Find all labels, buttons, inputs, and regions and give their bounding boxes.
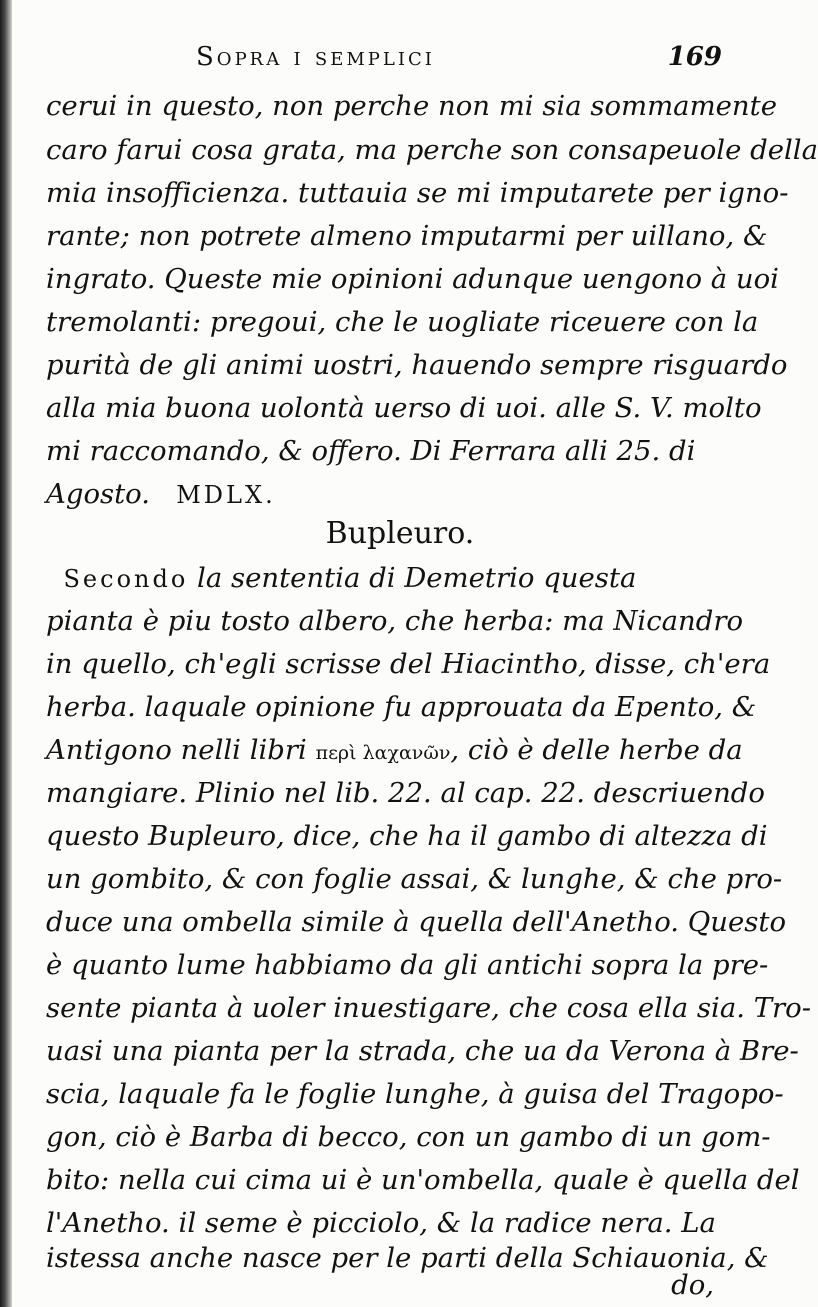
text-line: tremolanti: pregoui, che le uogliate riceuere con la	[46, 306, 759, 338]
date-year: MDLX.	[176, 481, 276, 509]
text-line: mi raccomando, & offero. Di Ferrara alli 25. di	[46, 435, 696, 467]
text-line: questo Bupleuro, dice, che ha il gambo di altezza di	[46, 820, 768, 852]
text-line: l'Anetho. il seme è picciolo, & la radice nera. La	[46, 1207, 716, 1239]
text-line: mia insofficienza. tuttauia se mi imputarete per igno-	[46, 177, 789, 209]
first-line-rest: la sententia di Demetrio questa	[197, 562, 637, 594]
section-title: Bupleuro.	[325, 516, 475, 551]
text-line	[46, 556, 716, 600]
text-line: alla mia buona uolontà uerso di uoi. alle S. V. molto	[46, 392, 762, 424]
text-line: è quanto lume habbiamo da gli antichi sopra la pre-	[46, 949, 769, 981]
catchword: do,	[671, 1269, 714, 1301]
text-line: cerui in questo, non perche non mi sia sommamente	[46, 90, 777, 122]
text-line: scia, laquale fa le foglie lunghe, à guisa del Tragopo-	[46, 1078, 784, 1110]
first-word-smallcaps: Secondo	[63, 565, 189, 593]
text-line-greek	[46, 728, 743, 772]
text-line: sente pianta à uoler inuestigare, che cosa ella sia. Tro-	[46, 992, 812, 1024]
text-line-date	[46, 472, 716, 516]
text-line: purità de gli animi uostri, hauendo sempre risguardo	[46, 349, 788, 381]
text-line: istessa anche nasce per le parti della Schiauonia, &	[46, 1242, 769, 1274]
text-line: duce una ombella simile à quella dell'Anetho. Questo	[46, 906, 787, 938]
text-line: bito: nella cui cima ui è un'ombella, quale è quella del	[46, 1164, 800, 1196]
page-gutter-shadow	[0, 0, 12, 1307]
page-header	[46, 42, 726, 86]
text-line: un gombito, & con foglie assai, & lunghe, & che pro-	[46, 863, 783, 895]
text-line: herba. laquale opinione fu approuata da Epento, &	[46, 691, 757, 723]
text-line: in quello, ch'egli scrisse del Hiacintho, disse, ch'era	[46, 648, 771, 680]
text-line: gon, ciò è Barba di becco, con un gambo di un gom-	[46, 1121, 771, 1153]
greek-phrase: περὶ λαχανῶν	[315, 742, 451, 764]
text-line: uasi una pianta per la strada, che ua da Verona à Bre-	[46, 1035, 799, 1067]
text-line: rante; non potrete almeno imputarmi per uillano, &	[46, 220, 768, 252]
running-head: Sopra i semplici	[196, 42, 435, 72]
greek-after: , ciò è delle herbe da	[450, 734, 743, 766]
text-line: ingrato. Queste mie opinioni adunque uengono à uoi	[46, 263, 779, 295]
greek-lead: Antigono nelli libri	[46, 734, 307, 766]
text-line: caro farui cosa grata, ma perche son consapeuole della	[46, 134, 818, 166]
date-place: Agosto.	[46, 478, 150, 510]
page-number: 169	[667, 42, 722, 72]
text-line: mangiare. Plinio nel lib. 22. al cap. 22. descriuendo	[46, 777, 765, 809]
text-line: pianta è piu tosto albero, che herba: ma Nicandro	[46, 605, 744, 637]
